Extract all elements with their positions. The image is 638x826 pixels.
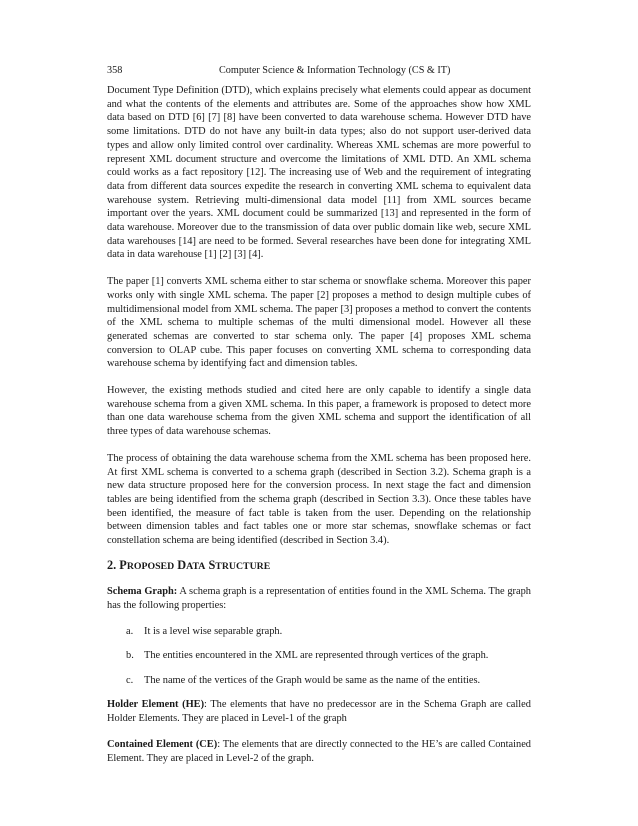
list-marker: a. [126,626,134,638]
definition-contained-element: : The elements that are directly connected to the HE’s are called Contained Element. They are placed in Level-2 of the graph. [107,739,531,764]
heading-rest-ata: ATA [186,560,206,572]
heading-initial-d: D [177,557,187,572]
page-number: 358 [107,65,123,76]
term-holder-element: Holder Element (HE) [107,698,205,710]
paragraph-limitations: However, the existing methods studied and cited here are only capable to identify a single data warehouse schema from a given XML schema. In this paper, a framework is proposed to detect more than one data warehouse schema from the given XML schema and support the identification of all three types of data warehouse schemas. [107,385,531,438]
journal-title: Computer Science & Information Technology (CS & IT) [219,65,451,76]
definition-schema-graph: A schema graph is a representation of entities found in the XML Schema. The graph has the following properties: [107,585,531,611]
section-heading [107,558,531,574]
list-item [107,625,531,639]
list-item [107,649,531,663]
heading-initial-p: P [119,557,127,572]
definition-holder-element: : The elements that have no predecessor are in the Schema Graph are called Holder Elements. They are placed in Level-1 of the graph [107,698,531,724]
section-number: 2. [107,557,120,572]
term-schema-graph: Schema Graph: [107,585,178,597]
properties-list [107,625,531,687]
list-item-text: The entities encountered in the XML are represented through vertices of the graph. [144,650,489,662]
list-item-text: It is a level wise separable graph. [144,626,283,638]
paper-page [107,64,531,766]
paragraph-holder-element [107,698,531,725]
running-header [107,64,531,77]
paragraph-contained-element [107,738,531,765]
list-marker: b. [126,650,134,662]
term-contained-element: Contained Element (CE) [107,739,218,751]
paragraph-schema-graph [107,585,531,612]
list-item [107,674,531,688]
heading-rest-tructure: TRUCTURE [215,560,271,572]
paragraph-dtd-background: Document Type Definition (DTD), which explains precisely what elements could appear as document and what the contents of the elements and attributes are. Some of the approaches show how XML data based on DTD [6] [7] [8] have been converted to data warehouse schema. However DTD have some limitations. DTD do not have any built-in data types; also do not support user-derived data types and allow only limited control over cardinality. Whereas XML schemas are more powerful to represent XML document structure and overcome the limitations of XML DTD. An XML schema could works as a fact repository [12]. The increasing use of Web and the requirement of integrating data from different data sources expedite the research in converting XML schema to equivalent data warehouse system. Retrieving multi-dimensional data model [11] from XML sources became important over the years. XML document could be summarized [13] and represented in the form of data warehouse. Moreover due to the transmission of data over public domain like web, secure XML data warehouses [14] are need to be formed. Several researches have been done for integrating XML data in data warehouse [1] [2] [3] [4]. [107,85,531,261]
paragraph-related-work: The paper [1] converts XML schema either to star schema or snowflake schema. Moreover this paper works only with single XML schema. The paper [2] proposes a method to design multiple cubes of multidimensional model from XML schema. The paper [3] proposes a method to convert the contents of the XML schema to multiple schemas of the multi dimensional model. However all these generated schemas are converted to star schema only. The paper [4] proposes XML schema conversion to OLAP cube. This paper focuses on converting XML schema to corresponding data warehouse schema by identifying fact and dimension tables. [107,276,531,370]
heading-rest-roposed: ROPOSED [126,560,175,572]
list-item-text: The name of the vertices of the Graph would be same as the name of the entities. [144,674,481,686]
heading-initial-s: S [208,557,216,572]
list-marker: c. [126,674,134,686]
paragraph-process-overview: The process of obtaining the data warehouse schema from the XML schema has been proposed here. At first XML schema is converted to a schema graph (described in Section 3.2). Schema graph is a new data structure proposed here for the conversion process. In next stage the fact and dimension tables are being identified from the schema graph (described in Section 3.3). Once these tables have been identified, the measure of fact table is taken from the user. Depending on the relationship between dimension tables and fact tables one or more star schemas, snowflake schemas or fact constellation schema are being identified (described in Section 3.4). [107,452,531,547]
